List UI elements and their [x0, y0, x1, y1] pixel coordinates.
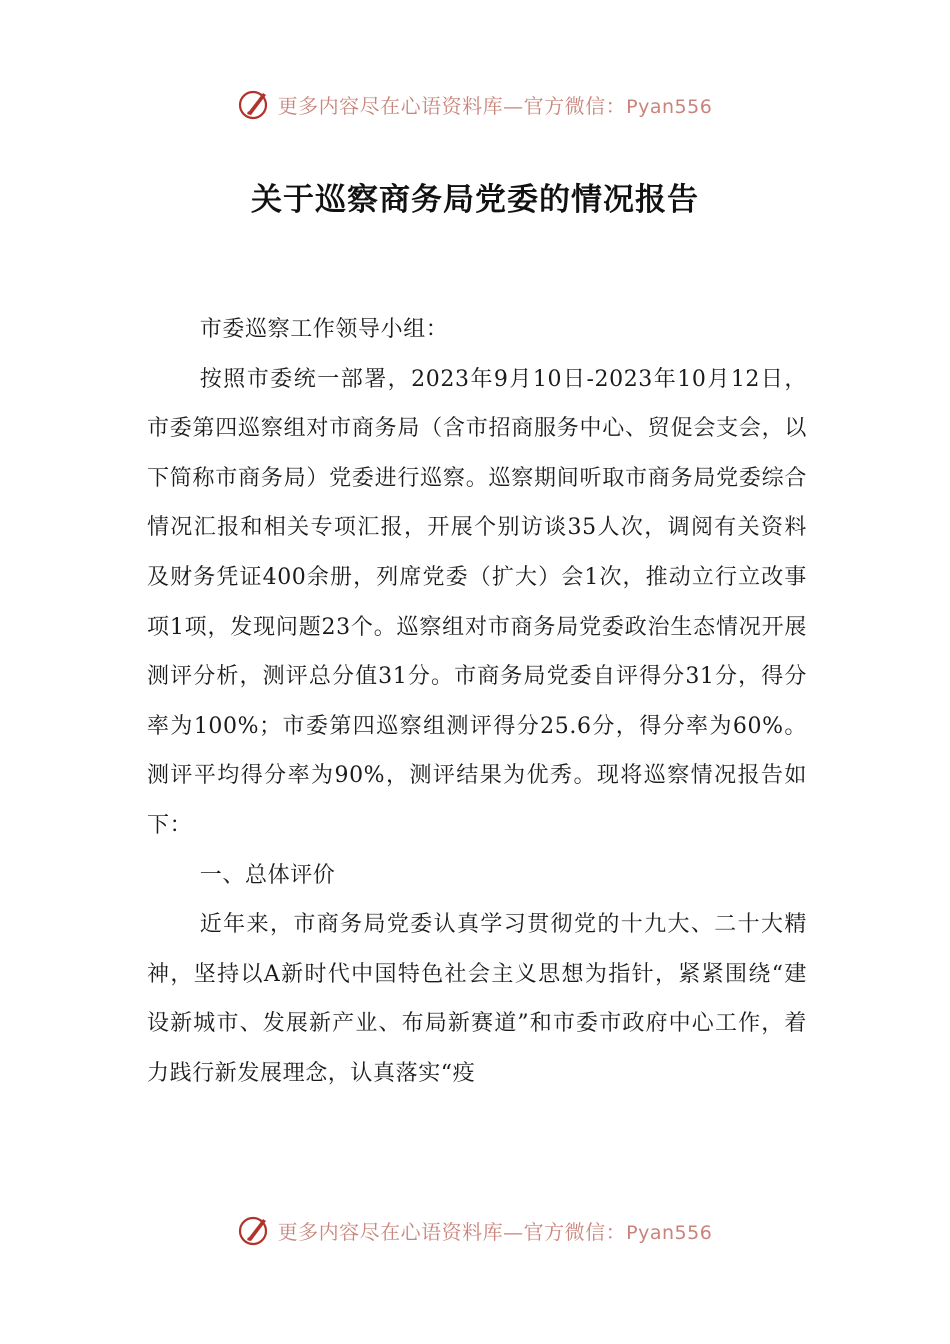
salutation: 市委巡察工作领导小组： [199, 317, 449, 342]
document-body [147, 305, 807, 1099]
watermark-text: 更多内容尽在心语资料库—官方微信：Pyan556 [277, 93, 713, 118]
document-title: 关于巡察商务局党委的情况报告 [251, 182, 699, 218]
section-heading: 一、总体评价 [199, 862, 336, 888]
quill-pen-logo-icon [238, 87, 272, 121]
paragraph-evaluation: 近年来，市商务局党委认真学习贯彻党的十九大、二十大精神，坚持以A新时代中国特色社会主义思想为指针，紧紧围绕“建设新城市、发展新产业、布局新赛道”和市委市政府中心工作，着力践行新发展理念，认真落实“疫 [147, 912, 807, 1086]
footer-watermark [0, 1210, 950, 1250]
header-watermark [0, 84, 950, 124]
quill-pen-logo-icon [238, 1213, 272, 1247]
watermark-text: 更多内容尽在心语资料库—官方微信：Pyan556 [277, 1219, 713, 1244]
paragraph-intro: 按照市委统一部署，2023年9月10日-2023年10月12日，市委第四巡察组对市商务局（含市招商服务中心、贸促会支会，以下简称市商务局）党委进行巡察。巡察期间听取市商务局党委综合情况汇报和相关专项汇报，开展个别访谈35人次，调阅有关资料及财务凭证400余册，列席党委（扩大）会1次，推动立行立改事项1项，发现问题23个。巡察组对市商务局党委政治生态情况开展测评分析，测评总分值31分。市商务局党委自评得分31分，得分率为100%；市委第四巡察组测评得分25.6分，得分率为60%。测评平均得分率为90%，测评结果为优秀。现将巡察情况报告如下： [147, 366, 807, 838]
